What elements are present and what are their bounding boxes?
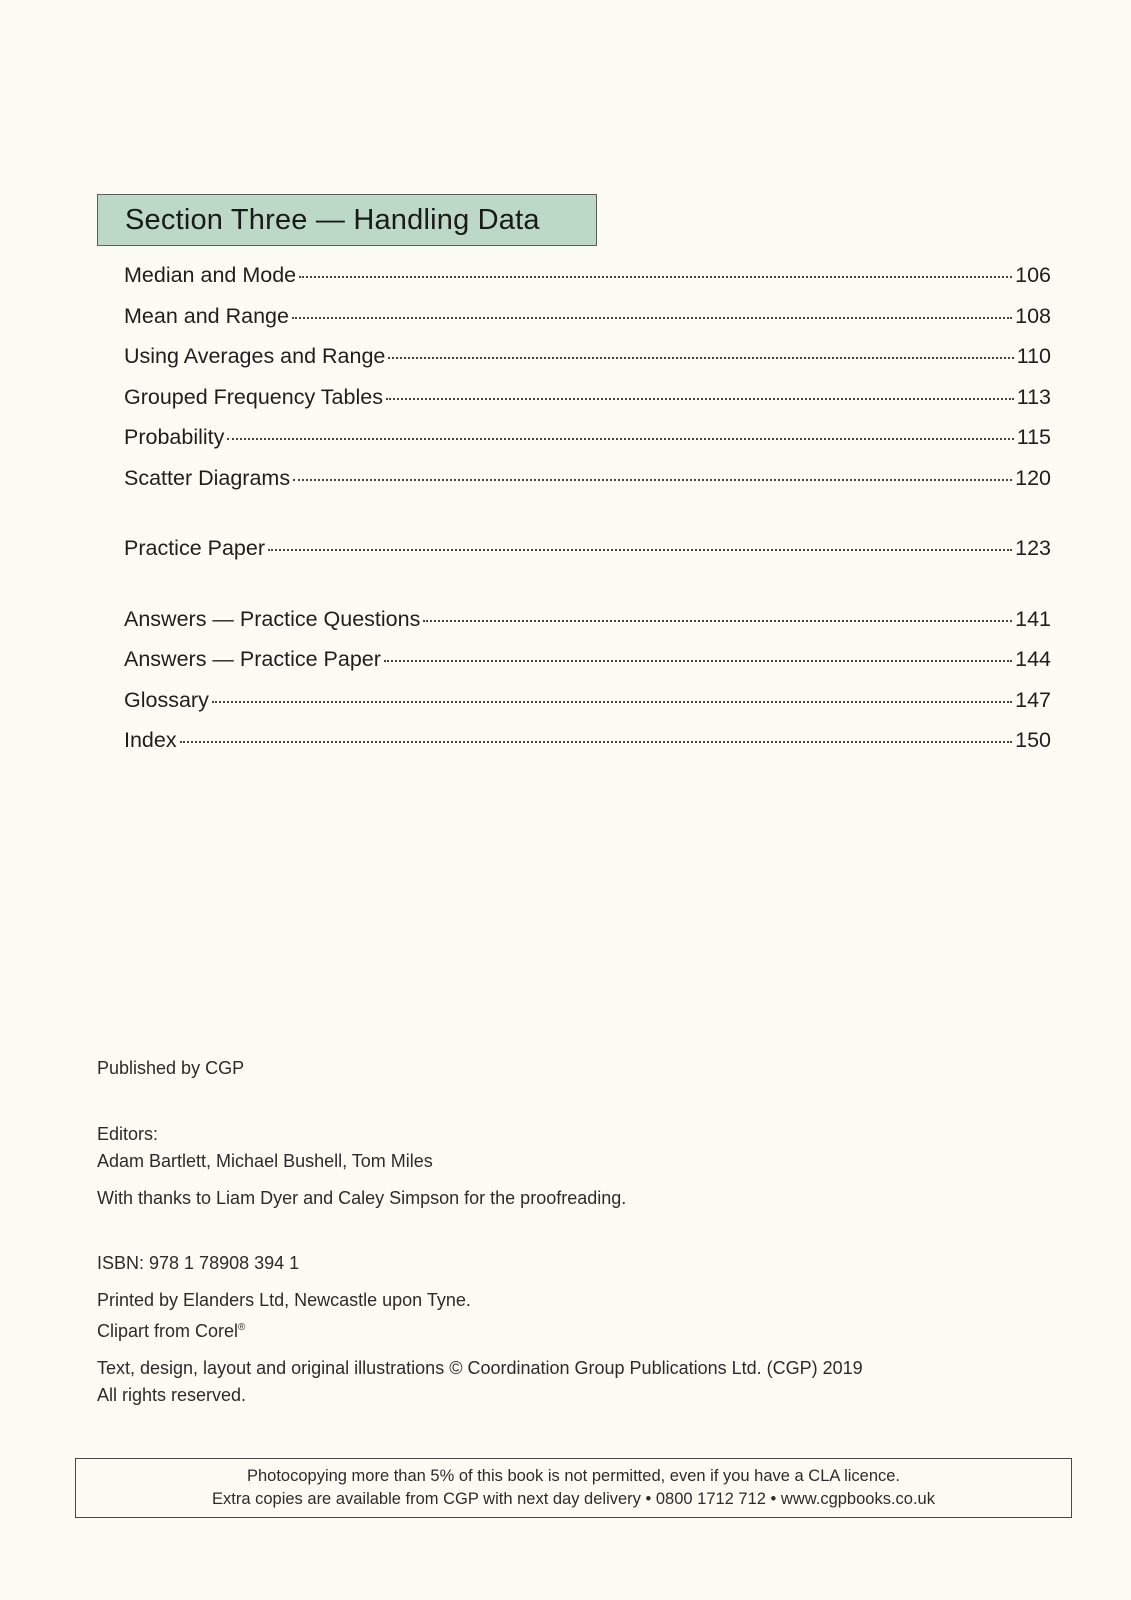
toc-entry-title: Grouped Frequency Tables (124, 384, 383, 409)
dot-leader (293, 479, 1012, 481)
editors-label: Editors: (97, 1123, 159, 1144)
dot-leader (299, 276, 1012, 278)
table-of-contents (124, 263, 1051, 769)
toc-entry-page: 115 (1016, 425, 1051, 449)
registered-mark: ® (238, 1322, 246, 1333)
toc-entry (124, 425, 1051, 466)
clipart-credit (97, 1314, 863, 1346)
toc-entry-title: Index (124, 728, 177, 752)
toc-entry-page: 144 (1015, 647, 1051, 671)
toc-entry-page: 141 (1015, 606, 1051, 631)
toc-entry-page: 150 (1015, 728, 1051, 752)
clipart-text: Clipart from Corel (97, 1321, 239, 1341)
photocopy-notice-box (75, 1458, 1072, 1518)
toc-entry-title: Answers — Practice Paper (124, 647, 381, 671)
dot-leader (384, 660, 1012, 662)
toc-entry (124, 688, 1051, 729)
printer-line: Printed by Elanders Ltd, Newcastle upon Tyne. (97, 1289, 471, 1310)
editors-names: Adam Bartlett, Michael Bushell, Tom Miles (97, 1151, 433, 1171)
isbn-line: ISBN: 978 1 78908 394 1 (97, 1253, 300, 1273)
toc-entry (124, 647, 1051, 688)
proofreading-thanks: With thanks to Liam Dyer and Caley Simpson for the proofreading. (97, 1187, 627, 1208)
rights-line: All rights reserved. (97, 1385, 247, 1405)
toc-entry-title: Median and Mode (124, 263, 297, 287)
toc-entry (124, 607, 1051, 648)
toc-entry-title: Probability (124, 425, 225, 449)
contact-line: Extra copies are available from CGP with next day delivery • 0800 1712 712 • www.cgpbooks.co.uk (212, 1490, 935, 1508)
toc-entry (124, 304, 1051, 345)
toc-entry-page: 113 (1016, 384, 1051, 409)
dot-leader (388, 357, 1013, 359)
toc-entry-title: Mean and Range (124, 303, 289, 328)
toc-entry (124, 728, 1051, 769)
toc-entry-page: 106 (1015, 263, 1051, 287)
toc-entry-title: Using Averages and Range (124, 344, 386, 368)
section-title: Section Three — Handling Data (125, 203, 540, 236)
dot-leader (268, 549, 1012, 551)
toc-entry-title: Practice Paper (124, 536, 266, 560)
toc-entry-page: 123 (1015, 536, 1051, 560)
copyright-line: Text, design, layout and original illustrations © Coordination Group Publications Ltd. (CGP) 2019 (97, 1357, 863, 1378)
dot-leader (212, 701, 1012, 703)
toc-entry-page: 110 (1016, 344, 1051, 368)
section-heading (97, 194, 597, 246)
dot-leader (180, 741, 1013, 743)
dot-leader (292, 317, 1012, 319)
toc-entry (124, 536, 1051, 577)
toc-entry-page: 147 (1015, 687, 1051, 712)
toc-entry-title: Scatter Diagrams (124, 465, 291, 490)
toc-entry-title: Glossary (124, 687, 209, 712)
toc-entry-title: Answers — Practice Questions (124, 606, 421, 631)
toc-entry-page: 108 (1015, 303, 1051, 328)
dot-leader (386, 398, 1014, 400)
dot-leader (423, 620, 1012, 622)
publisher-line: Published by CGP (97, 1058, 245, 1078)
dot-leader (227, 438, 1013, 440)
toc-entry (124, 385, 1051, 426)
toc-entry (124, 263, 1051, 304)
photocopy-notice-line: Photocopying more than 5% of this book is not permitted, even if you have a CLA licence. (246, 1467, 901, 1485)
toc-entry (124, 466, 1051, 507)
toc-entry-page: 120 (1015, 465, 1051, 490)
toc-entry (124, 344, 1051, 385)
publication-credits (97, 1055, 863, 1410)
